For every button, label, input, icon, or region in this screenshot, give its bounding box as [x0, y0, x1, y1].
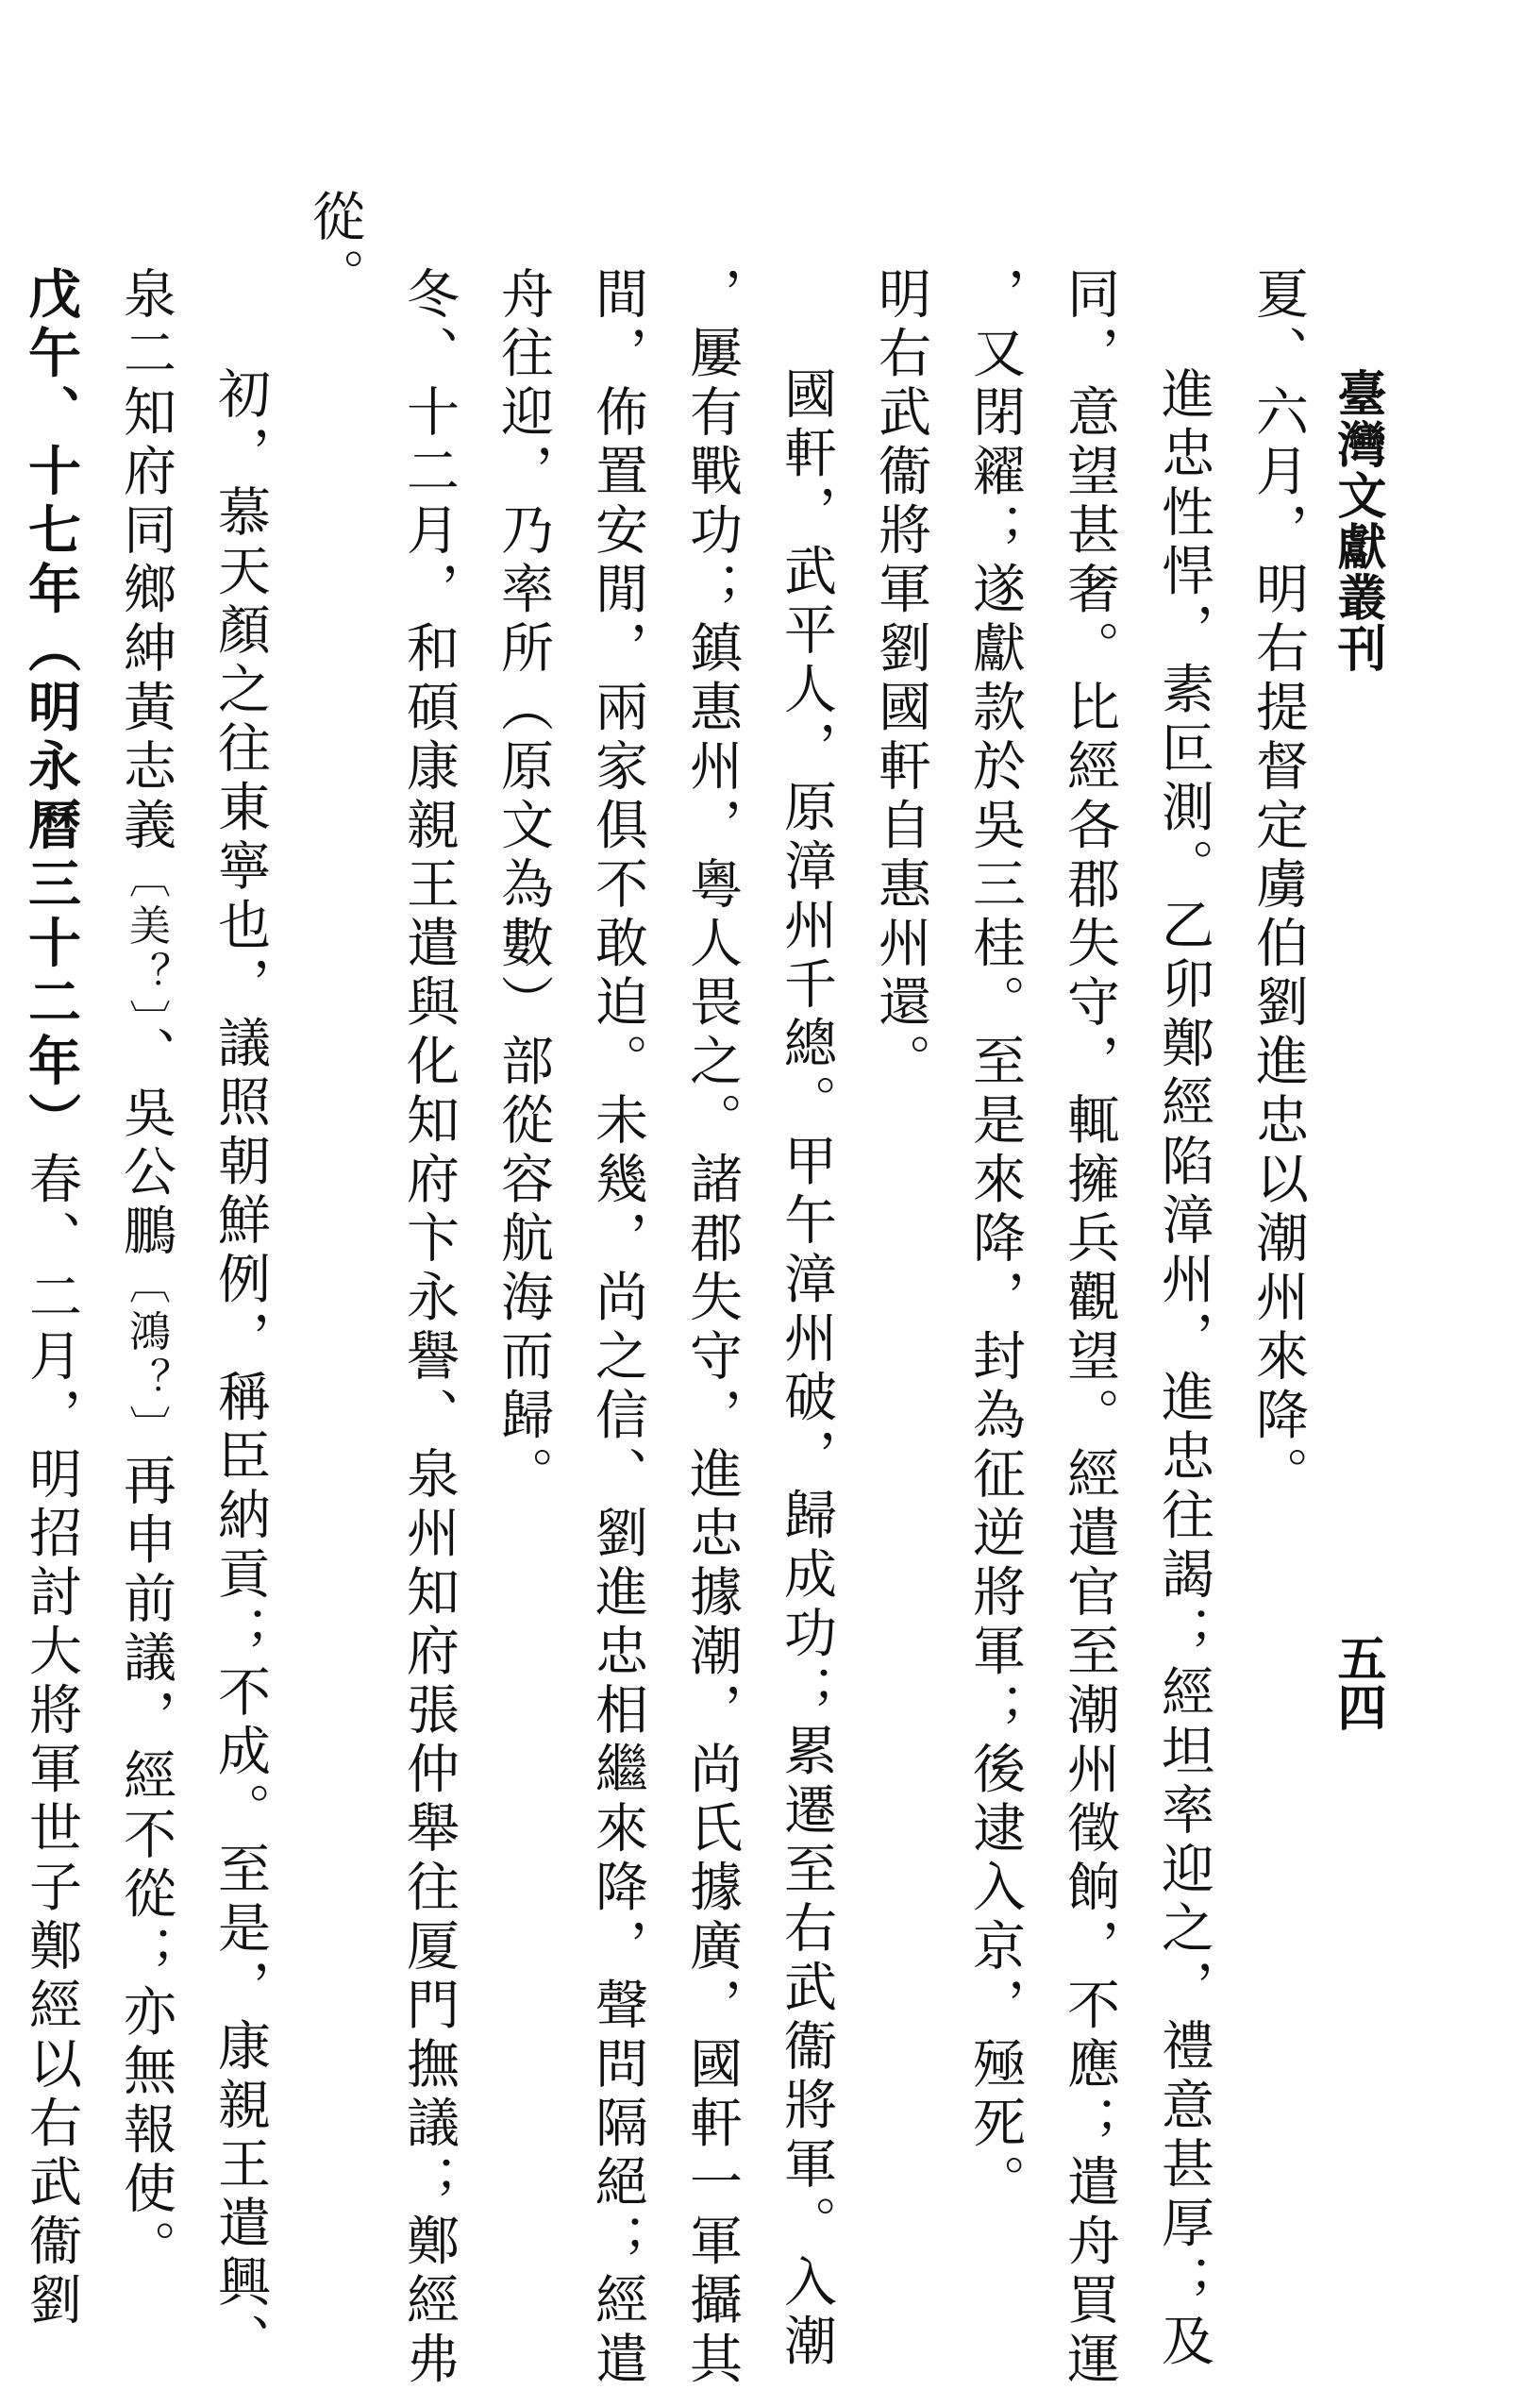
column-text: 再申前議，經不從；亦無報使。: [115, 1453, 176, 2279]
text-column: [115, 266, 176, 2279]
page-number: 五四: [1329, 1633, 1386, 1731]
text-column: 舟往迎，乃率所（原文為數）部從容航海而歸。: [493, 266, 554, 1506]
text-column: 進忠性悍，素叵測。乙卯鄭經陷漳州，進忠往謁；經坦率迎之，禮意甚厚；及: [1153, 366, 1214, 2372]
text-column: 從。: [304, 189, 365, 307]
column-text: 、吳公鵬: [115, 1026, 176, 1262]
text-column: 間，佈置安閒，兩家俱不敢迫。未幾，尚之信、劉進忠相繼來降，聲問隔絕；經遣: [587, 266, 648, 2390]
text-column: 初，慕天顏之往東寧也，議照朝鮮例，稱臣納貢；不成。至是，康親王遣興、: [209, 366, 271, 2372]
annotation-bracket: 〔美？〕: [122, 856, 170, 1026]
running-header-title: 臺灣文獻叢刊: [1329, 368, 1386, 674]
text-column: 冬、十二月，和碩康親王遣與化知府卞永譽、泉州知府張仲舉往厦門撫議；鄭經弗: [398, 266, 460, 2390]
text-column: [21, 266, 81, 2331]
text-column: 同，意望甚奢。比經各郡失守，輒擁兵觀望。經遣官至潮州徵餉，不應；遣舟買運: [1059, 266, 1120, 2390]
text-column: 明右武衞將軍劉國軒自惠州還。: [870, 266, 931, 1092]
column-text: 泉二知府同鄉紳黃志義: [115, 266, 176, 856]
year-heading: 戊午、十七年（明永曆三十二年）: [20, 266, 82, 1152]
annotation-bracket: 〔鴻？〕: [122, 1262, 170, 1453]
text-column: 夏、六月，明右提督定虜伯劉進忠以潮州來降。: [1247, 266, 1309, 1506]
text-column: 國軒，武平人，原漳州千總。甲午漳州破，歸成功；累遷至右武衞將軍。入潮: [776, 366, 837, 2372]
column-text: 春、二月，明招討大將軍世子鄭經以右武衞劉: [21, 1151, 82, 2331]
text-column: ，屢有戰功；鎮惠州，粵人畏之。諸郡失守，進忠據潮，尚氏據廣，國軒一軍攝其: [681, 266, 743, 2390]
text-column: ，又閉糴；遂獻款於吳三桂。至是來降，封為征逆將軍；後逮入京，殛死。: [964, 266, 1026, 2213]
